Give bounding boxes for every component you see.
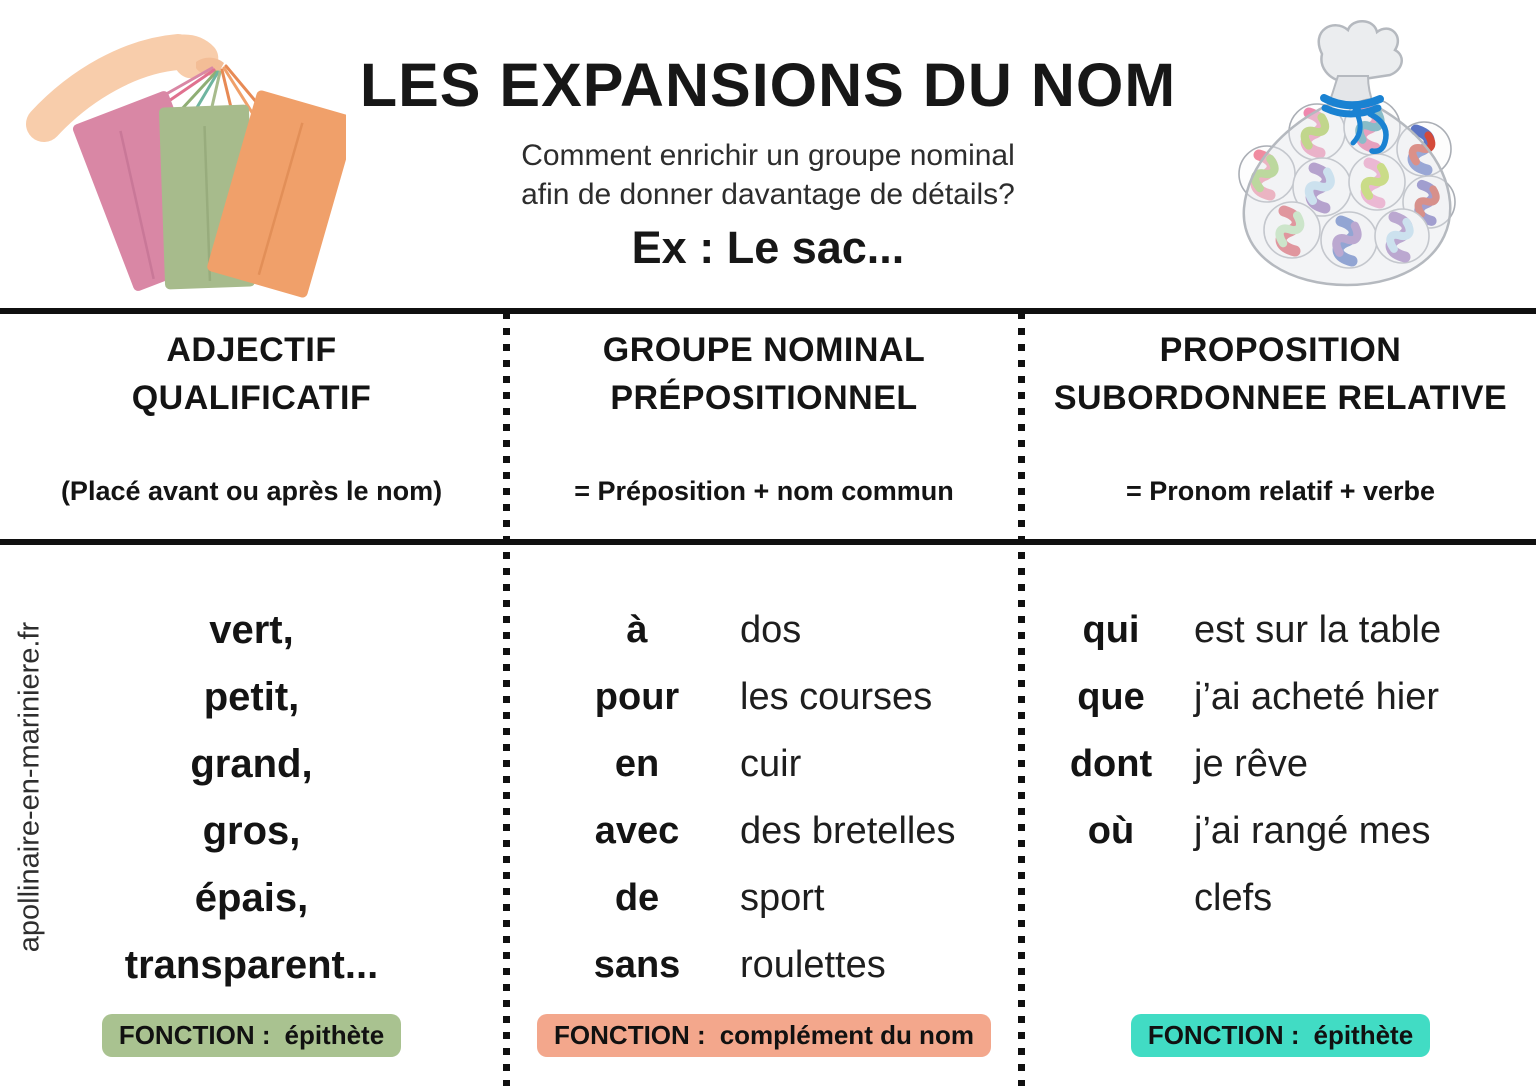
example-text: Ex : Le sac...: [631, 222, 905, 273]
horizontal-rule-middle: [0, 539, 1536, 545]
column-title-line: SUBORDONNEE RELATIVE: [1053, 379, 1508, 417]
list-item: [1025, 865, 1536, 932]
column-title-proposition: [1025, 326, 1536, 422]
list-item: [0, 798, 503, 865]
function-badge-epithete-green: [102, 1014, 401, 1057]
list-item: [510, 664, 1018, 731]
relative-pronoun-list: [1025, 597, 1536, 932]
verb-phrase: je rêve: [1194, 743, 1309, 785]
preposition: pour: [594, 676, 680, 718]
relative-pronoun: que: [1077, 676, 1145, 718]
column-title-groupe-nominal: [510, 326, 1018, 422]
noun-phrase: cuir: [740, 743, 802, 785]
subtitle-line-1: Comment enrichir un groupe nominal: [521, 139, 1015, 172]
function-label: FONCTION :: [1147, 1020, 1300, 1050]
list-item: [1025, 798, 1536, 865]
page-title: LES EXPANSIONS DU NOM: [359, 51, 1177, 119]
verb-phrase: est sur la table: [1194, 609, 1442, 651]
noun-phrase: sport: [740, 877, 825, 919]
list-item: [0, 597, 503, 664]
relative-pronoun: qui: [1082, 609, 1140, 651]
noun-phrase: roulettes: [740, 944, 886, 986]
subtitle-line-2: afin de donner davantage de détails?: [521, 178, 1015, 211]
adjective-word: épais,: [194, 876, 309, 920]
adjective-word: petit,: [203, 675, 300, 719]
dotted-divider-left: [503, 312, 510, 1086]
column-title-line: PRÉPOSITIONNEL: [610, 379, 918, 417]
list-item: [0, 865, 503, 932]
preposition: à: [626, 609, 648, 651]
preposition: de: [614, 877, 660, 919]
noun-phrase: des bretelles: [740, 810, 956, 852]
column-formula-groupe-nominal: = Préposition + nom commun: [574, 476, 954, 506]
column-title-adjectif: [0, 326, 503, 422]
relative-pronoun: dont: [1069, 743, 1153, 785]
adjective-word: gros,: [202, 809, 301, 853]
verb-phrase: clefs: [1194, 877, 1273, 919]
function-value: épithète: [284, 1020, 385, 1050]
column-formula-proposition: = Pronom relatif + verbe: [1125, 476, 1436, 506]
adjective-word: transparent...: [124, 943, 379, 987]
column-formula-adjectif: (Placé avant ou après le nom): [60, 476, 443, 506]
list-item: [1025, 597, 1536, 664]
list-item: [0, 932, 503, 999]
list-item: [510, 865, 1018, 932]
noun-phrase: les courses: [740, 676, 933, 718]
function-badge-wrapper: [1025, 1014, 1536, 1057]
list-item: [0, 731, 503, 798]
list-item: [510, 932, 1018, 999]
dotted-divider-right: [1018, 312, 1025, 1086]
function-value: épithète: [1313, 1020, 1414, 1050]
list-item: [0, 664, 503, 731]
list-item: [510, 798, 1018, 865]
preposition: avec: [594, 810, 680, 852]
preposition: en: [614, 743, 660, 785]
list-item: [1025, 731, 1536, 798]
function-badge-wrapper: [0, 1014, 503, 1057]
column-title-line: ADJECTIF: [166, 331, 337, 369]
function-badge-epithete-turquoise: [1131, 1014, 1430, 1057]
marble-bag-illustration: [1222, 12, 1472, 292]
noun-phrase: dos: [740, 609, 802, 651]
relative-pronoun: où: [1087, 810, 1135, 852]
function-value: complément du nom: [719, 1020, 974, 1050]
column-title-line: PROPOSITION: [1159, 331, 1402, 369]
function-label: FONCTION :: [554, 1020, 706, 1050]
function-badge-wrapper: [510, 1014, 1018, 1057]
adjective-word: vert,: [209, 608, 294, 652]
function-label: FONCTION :: [118, 1020, 271, 1050]
horizontal-rule-top: [0, 308, 1536, 314]
verb-phrase: j’ai rangé mes: [1194, 810, 1431, 852]
website-watermark: apollinaire-en-mariniere.fr: [13, 621, 46, 953]
column-title-line: QUALIFICATIF: [131, 379, 372, 417]
function-badge-complement-salmon: [537, 1014, 991, 1057]
adjective-word: grand,: [190, 742, 313, 786]
list-item: [1025, 664, 1536, 731]
adjectif-list: [0, 597, 503, 999]
verb-phrase: j’ai acheté hier: [1194, 676, 1440, 718]
list-item: [510, 597, 1018, 664]
preposition-list: [510, 597, 1018, 999]
preposition: sans: [593, 944, 681, 986]
column-title-line: GROUPE NOMINAL: [602, 331, 926, 369]
list-item: [510, 731, 1018, 798]
